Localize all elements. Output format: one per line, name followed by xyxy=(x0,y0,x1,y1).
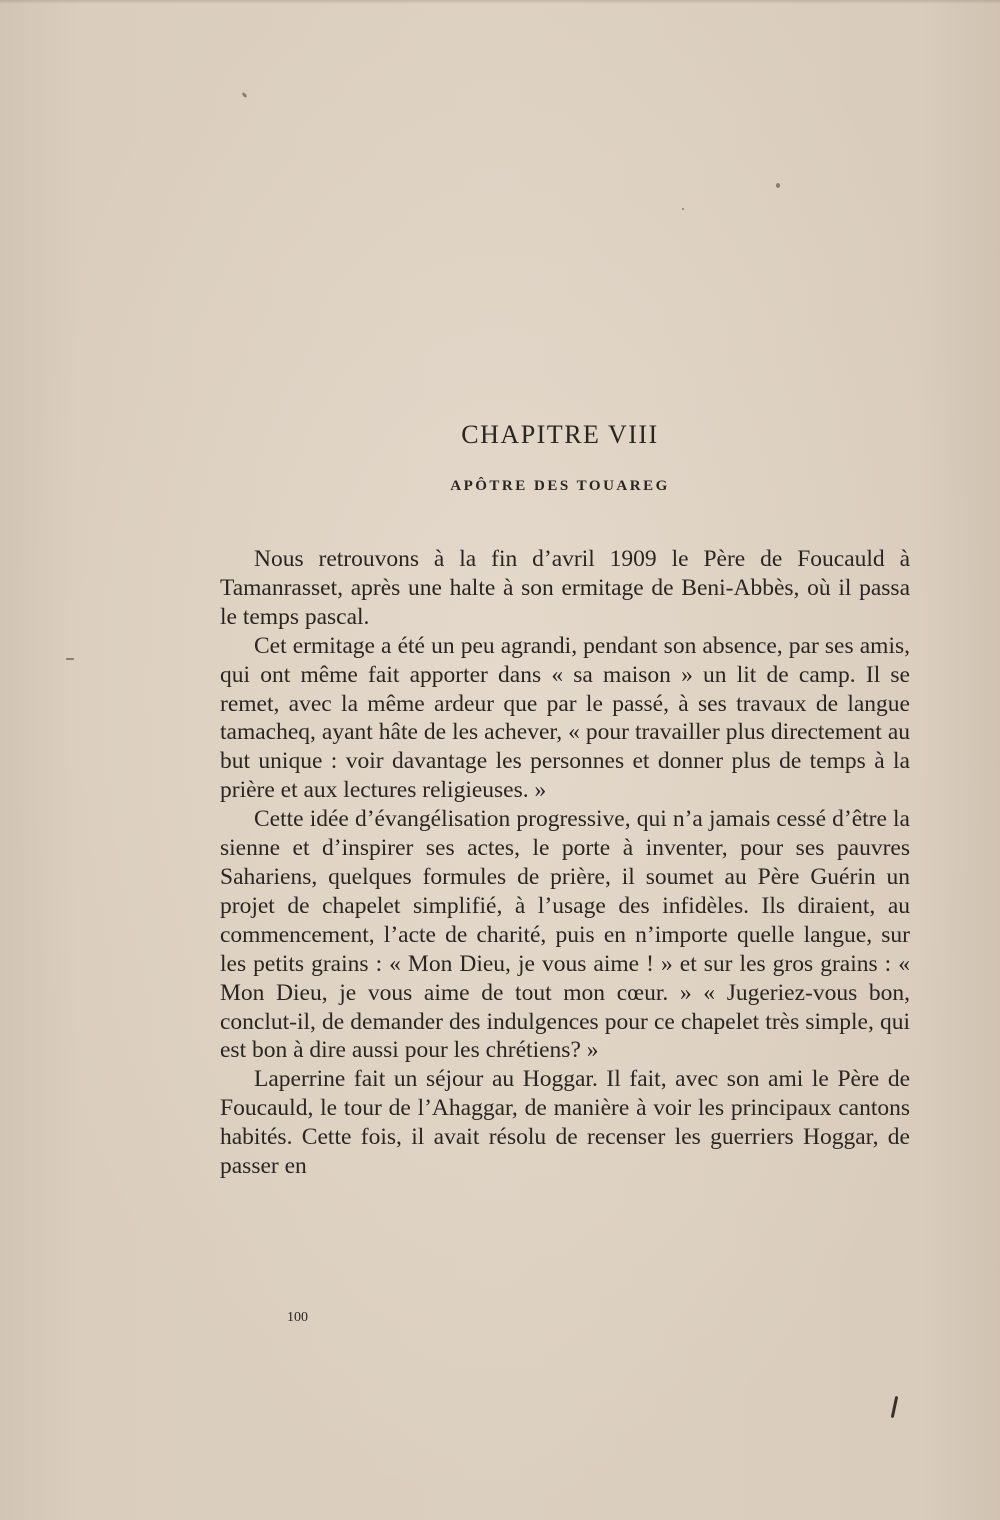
pencil-mark xyxy=(891,1396,899,1418)
paper-speck xyxy=(66,658,74,660)
page-number: 100 xyxy=(287,1310,308,1325)
chapter-title: CHAPITRE VIII xyxy=(461,420,659,449)
chapter-subtitle: APÔTRE DES TOUAREG xyxy=(450,478,670,494)
paragraph: Nous retrouvons à la fin d’avril 1909 le Père de Foucauld à Tamanrasset, après une halte à son ermitage de Beni-Abbès, où il passa le temps pascal. xyxy=(220,546,910,630)
paper-speck xyxy=(682,208,684,210)
paragraph: Laperrine fait un séjour au Hoggar. Il fait, avec son ami le Père de Foucauld, le tour de l’Ahaggar, de manière à voir les principaux cantons habités. Cette fois, il avait résolu de recenser les guerriers Hoggar, de passer en xyxy=(220,1066,910,1180)
paragraph: Cette idée d’évangélisation progressive, qui n’a jamais cessé d’être la sienne et d’inspirer ses actes, le porte à inventer, pour ses pauvres Sahariens, quelques formules de prière, il soumet au Père Guérin un projet de chapelet simplifié, à l’usage des infidèles. Ils diraient, au commencement, l’acte de charité, puis en n’importe quelle langue, sur les petits grains : « Mon Dieu, je vous aime ! » et sur les gros grains : « Mon Dieu, je vous aime de tout mon cœur. » « Jugeriez-vous bon, conclut-il, de demander des indulgences pour ce chapelet très simple, qui est bon à dire aussi pour les chrétiens? » xyxy=(220,806,910,1064)
page-top-edge xyxy=(0,0,1000,4)
body-text xyxy=(220,545,910,1181)
paper-speck xyxy=(776,183,780,188)
paper-speck xyxy=(241,92,247,99)
paragraph: Cet ermitage a été un peu agrandi, pendant son absence, par ses amis, qui ont même fait apporter dans « sa maison » un lit de camp. Il se remet, avec la même ardeur que par le passé, à ses travaux de langue tamacheq, ayant hâte de les achever, « pour travailler plus directement au but unique : voir davantage les personnes et donner plus de temps à la prière et aux lectures religieuses. » xyxy=(220,632,910,804)
